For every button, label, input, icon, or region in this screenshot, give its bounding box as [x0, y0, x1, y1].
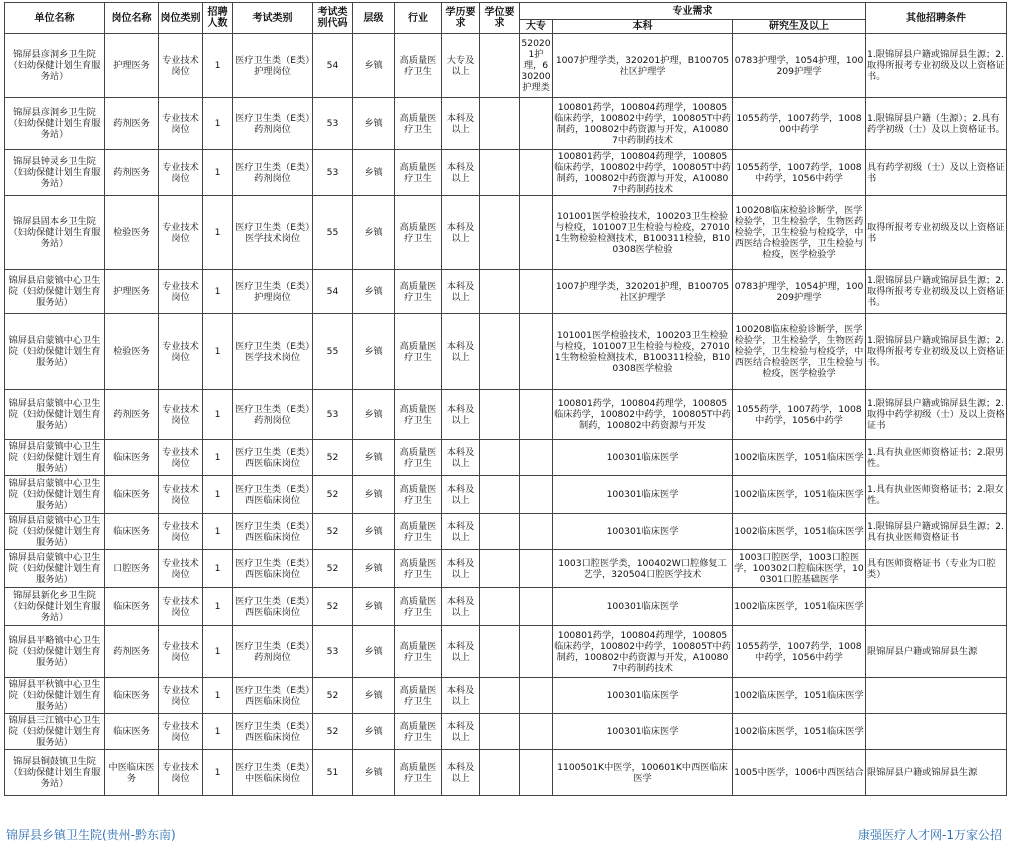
exam-code-cell: 52	[313, 440, 353, 476]
table-body	[5, 34, 1007, 796]
unit-name-cell: 锦屏县彦洞乡卫生院（妇幼保健计划生育服务站）	[5, 34, 105, 98]
exam-type-cell: 医疗卫生类（E类）西医临床岗位	[233, 476, 313, 514]
education-cell: 本科及以上	[442, 678, 480, 714]
other-conditions-cell	[866, 588, 1007, 626]
level-cell: 乡镇	[353, 750, 395, 796]
bachelor-major-cell: 100801药学，100804药理学，100805临床药学，100802中药学，100805T中药制药，100802中药资源与开发，A100807中药制药技术	[554, 150, 731, 195]
college-major-cell	[520, 626, 553, 678]
header-college: 大专	[520, 20, 553, 34]
graduate-major-cell: 100208临床检验诊断学，医学检验学，卫生检验学，生物医药检验学，卫生检验与检疫学，中西医结合检验医学，卫生检验与检疫，医学检验学	[733, 314, 866, 390]
post-name-cell: 临床医务	[105, 514, 159, 550]
exam-code-cell: 52	[313, 514, 353, 550]
recruit-count-cell: 1	[203, 550, 233, 588]
college-major-cell	[520, 714, 553, 750]
bachelor-major-cell: 100301临床医学	[553, 588, 733, 626]
college-major-cell	[520, 678, 553, 714]
recruit-count-cell: 1	[203, 626, 233, 678]
industry-cell: 高质量医疗卫生	[395, 678, 442, 714]
post-name-cell: 临床医务	[105, 678, 159, 714]
degree-cell	[480, 98, 520, 150]
education-cell: 本科及以上	[442, 588, 480, 626]
post-name-cell: 药剂医务	[105, 150, 159, 196]
bachelor-major-cell: 101001医学检验技术，100203卫生检验与检疫，101007卫生检验与检疫，270101生物检验检测技术，B100311检验，B100308医学检验	[553, 196, 733, 270]
recruit-count-cell: 1	[203, 476, 233, 514]
education-cell: 本科及以上	[442, 550, 480, 588]
level-cell: 乡镇	[353, 440, 395, 476]
exam-type-cell: 医疗卫生类（E类）西医临床岗位	[233, 714, 313, 750]
exam-code-cell: 53	[313, 626, 353, 678]
level-cell: 乡镇	[353, 314, 395, 390]
degree-cell	[480, 440, 520, 476]
industry-cell: 高质量医疗卫生	[395, 476, 442, 514]
exam-code-cell: 54	[313, 34, 353, 98]
other-conditions-cell: 1.限锦屏县户籍或锦屏县生源；2.取得所报考专业初级及以上资格证书。	[866, 314, 1007, 390]
industry-cell: 高质量医疗卫生	[395, 750, 442, 796]
exam-code-cell: 52	[313, 550, 353, 588]
table-row	[5, 440, 1007, 476]
post-type-cell: 专业技术岗位	[159, 440, 203, 476]
unit-name-cell: 锦屏县启蒙镇中心卫生院（妇幼保健计划生育服务站）	[5, 390, 105, 440]
level-cell: 乡镇	[353, 678, 395, 714]
recruitment-table	[4, 2, 1007, 796]
degree-cell	[480, 34, 520, 98]
recruit-count-cell: 1	[203, 514, 233, 550]
industry-cell: 高质量医疗卫生	[395, 588, 442, 626]
graduate-major-cell: 0783护理学，1054护理，100209护理学	[733, 34, 866, 98]
recruit-count-cell: 1	[203, 270, 233, 314]
header-unit-name: 单位名称	[5, 3, 105, 34]
table-row	[5, 550, 1007, 588]
unit-name-cell: 锦屏县固本乡卫生院（妇幼保健计划生育服务站）	[5, 196, 105, 270]
other-conditions-cell: 1.限锦屏县户籍或锦屏县生源；2.取得中药学初级（士）及以上资格证书	[866, 390, 1007, 440]
unit-name-cell: 锦屏县钟灵乡卫生院（妇幼保健计划生育服务站）	[5, 150, 105, 196]
graduate-major-cell: 1055药学，1007药学，1008中药学，1056中药学	[733, 150, 866, 196]
recruit-count-cell: 1	[203, 714, 233, 750]
unit-name-cell: 锦屏县启蒙镇中心卫生院（妇幼保健计划生育服务站）	[5, 270, 105, 314]
post-name-cell: 检验医务	[105, 314, 159, 390]
post-type-cell: 专业技术岗位	[159, 714, 203, 750]
exam-type-cell: 医疗卫生类（E类）护理岗位	[233, 270, 313, 314]
header-bachelor: 本科	[553, 20, 733, 34]
bachelor-major-cell: 1003口腔医学类，100402W口腔修复工艺学，320504口腔医学技术	[553, 550, 733, 588]
college-major-cell	[520, 150, 553, 196]
industry-cell: 高质量医疗卫生	[395, 196, 442, 270]
industry-cell: 高质量医疗卫生	[395, 550, 442, 588]
unit-name-cell: 锦屏县启蒙镇中心卫生院（妇幼保健计划生育服务站）	[5, 514, 105, 550]
graduate-major-cell: 1003口腔医学，1003口腔医学，100302口腔临床医学，100301口腔基础医学	[733, 550, 866, 588]
degree-cell	[480, 314, 520, 390]
graduate-major-cell: 1002临床医学，1051临床医学	[733, 514, 866, 550]
education-cell: 本科及以上	[442, 314, 480, 390]
industry-cell: 高质量医疗卫生	[395, 150, 442, 196]
header-graduate: 研究生及以上	[733, 20, 866, 34]
recruitment-table-container	[4, 2, 1006, 796]
education-cell: 大专及以上	[442, 34, 480, 98]
level-cell: 乡镇	[353, 714, 395, 750]
graduate-major-cell: 1002临床医学，1051临床医学	[733, 476, 866, 514]
recruit-count-cell: 1	[203, 678, 233, 714]
post-name-cell: 口腔医务	[105, 550, 159, 588]
table-row	[5, 390, 1007, 440]
exam-type-cell: 医疗卫生类（E类）西医临床岗位	[233, 550, 313, 588]
recruit-count-cell: 1	[203, 98, 233, 150]
industry-cell: 高质量医疗卫生	[395, 390, 442, 440]
other-conditions-cell: 1.限锦屏县户籍或锦屏县生源；2.具有执业医师资格证书	[866, 514, 1007, 550]
level-cell: 乡镇	[353, 550, 395, 588]
level-cell: 乡镇	[353, 476, 395, 514]
table-row	[5, 678, 1007, 714]
header-other-conditions: 其他招聘条件	[866, 3, 1007, 34]
recruit-count-cell: 1	[203, 150, 233, 196]
header-education: 学历要求	[442, 3, 480, 34]
graduate-major-cell: 1002临床医学，1051临床医学	[733, 714, 866, 750]
post-type-cell: 专业技术岗位	[159, 390, 203, 440]
exam-code-cell: 54	[313, 270, 353, 314]
exam-code-cell: 51	[313, 750, 353, 796]
table-row	[5, 34, 1007, 98]
bachelor-major-cell: 1007护理学类，320201护理，B100705社区护理学	[553, 34, 733, 98]
post-type-cell: 专业技术岗位	[159, 588, 203, 626]
graduate-major-cell: 100208临床检验诊断学，医学检验学，卫生检验学，生物医药检验学，卫生检验与检疫学，中西医结合检验医学，卫生检验与检疫，医学检验学	[733, 196, 866, 270]
recruit-count-cell: 1	[203, 34, 233, 98]
level-cell: 乡镇	[353, 626, 395, 678]
other-conditions-cell: 1.限锦屏县户籍或锦屏县生源；2.取得所报考专业初级及以上资格证书。	[866, 270, 1007, 314]
header-recruit-count: 招聘人数	[203, 3, 233, 34]
industry-cell: 高质量医疗卫生	[395, 314, 442, 390]
education-cell: 本科及以上	[442, 270, 480, 314]
post-name-cell: 药剂医务	[105, 626, 159, 678]
post-type-cell: 专业技术岗位	[159, 678, 203, 714]
table-row	[5, 588, 1007, 626]
bachelor-major-cell: 1100501K中医学，100601K中西医临床医学	[553, 750, 733, 796]
recruit-count-cell: 1	[203, 390, 233, 440]
exam-code-cell: 52	[313, 714, 353, 750]
level-cell: 乡镇	[353, 196, 395, 270]
exam-code-cell: 53	[313, 98, 353, 150]
level-cell: 乡镇	[353, 390, 395, 440]
bachelor-major-cell: 100301临床医学	[553, 678, 733, 714]
degree-cell	[480, 588, 520, 626]
education-cell: 本科及以上	[442, 440, 480, 476]
bachelor-major-cell: 100301临床医学	[553, 476, 733, 514]
table-row	[5, 150, 1007, 196]
graduate-major-cell: 1002临床医学，1051临床医学	[733, 678, 866, 714]
table-row	[5, 514, 1007, 550]
other-conditions-cell: 具有药学初级（士）及以上资格证书	[866, 150, 1007, 196]
education-cell: 本科及以上	[442, 626, 480, 678]
exam-type-cell: 医疗卫生类（E类）西医临床岗位	[233, 588, 313, 626]
education-cell: 本科及以上	[442, 514, 480, 550]
exam-type-cell: 医疗卫生类（E类）医学技术岗位	[233, 196, 313, 270]
exam-type-cell: 医疗卫生类（E类）医学技术岗位	[233, 314, 313, 390]
industry-cell: 高质量医疗卫生	[395, 270, 442, 314]
level-cell: 乡镇	[353, 270, 395, 314]
degree-cell	[480, 476, 520, 514]
post-name-cell: 护理医务	[105, 34, 159, 98]
unit-name-cell: 锦屏县启蒙镇中心卫生院（妇幼保健计划生育服务站）	[5, 550, 105, 588]
college-major-cell	[520, 750, 553, 796]
degree-cell	[480, 678, 520, 714]
college-major-cell: 520201护理，630200护理类	[520, 34, 553, 98]
header-post-name: 岗位名称	[105, 3, 159, 34]
college-major-cell	[520, 588, 553, 626]
level-cell: 乡镇	[353, 514, 395, 550]
college-major-cell	[520, 550, 553, 588]
post-name-cell: 药剂医务	[105, 98, 159, 150]
college-major-cell	[520, 196, 553, 270]
degree-cell	[480, 150, 520, 196]
header-degree: 学位要求	[480, 3, 520, 34]
post-type-cell: 专业技术岗位	[159, 314, 203, 390]
graduate-major-cell: 0783护理学，1054护理，100209护理学	[733, 270, 866, 314]
post-type-cell: 专业技术岗位	[159, 626, 203, 678]
post-type-cell: 专业技术岗位	[159, 550, 203, 588]
recruit-count-cell: 1	[203, 440, 233, 476]
post-type-cell: 专业技术岗位	[159, 750, 203, 796]
education-cell: 本科及以上	[442, 98, 480, 150]
level-cell: 乡镇	[353, 98, 395, 150]
post-type-cell: 专业技术岗位	[159, 196, 203, 270]
education-cell: 本科及以上	[442, 750, 480, 796]
other-conditions-cell	[866, 678, 1007, 714]
unit-name-cell: 锦屏县启蒙镇中心卫生院（妇幼保健计划生育服务站）	[5, 314, 105, 390]
unit-name-cell: 锦屏县启蒙镇中心卫生院（妇幼保健计划生育服务站）	[5, 440, 105, 476]
bachelor-major-cell: 100801药学，100804药理学，100805临床药学，100802中药学，100805T中药制药，100802中药资源与开发，A100807中药制药技术	[553, 98, 733, 150]
unit-name-cell: 锦屏县启蒙镇中心卫生院（妇幼保健计划生育服务站）	[5, 476, 105, 514]
recruit-count-cell: 1	[203, 196, 233, 270]
degree-cell	[480, 714, 520, 750]
college-major-cell	[520, 314, 553, 390]
post-type-cell: 专业技术岗位	[159, 98, 203, 150]
level-cell: 乡镇	[353, 34, 395, 98]
post-name-cell: 护理医务	[105, 270, 159, 314]
exam-code-cell: 53	[313, 390, 353, 440]
industry-cell: 高质量医疗卫生	[395, 714, 442, 750]
other-conditions-cell: 1.具有执业医师资格证书；2.限男性。	[866, 440, 1007, 476]
other-conditions-cell: 1.限锦屏县户籍（生源）；2.具有药学初级（士）及以上资格证书。	[866, 98, 1007, 150]
table-row	[5, 270, 1007, 314]
degree-cell	[480, 196, 520, 270]
post-type-cell: 专业技术岗位	[159, 476, 203, 514]
graduate-major-cell: 1055药学，1007药学，1008中药学，1056中药学	[733, 626, 866, 678]
industry-cell: 高质量医疗卫生	[395, 98, 442, 150]
industry-cell: 高质量医疗卫生	[395, 514, 442, 550]
footer-right-caption: 康强医疗人才网-1万家公招	[858, 828, 1002, 842]
exam-type-cell: 医疗卫生类（E类）护理岗位	[233, 34, 313, 98]
unit-name-cell: 锦屏县铜鼓镇卫生院（妇幼保健计划生育服务站）	[5, 750, 105, 796]
level-cell: 乡镇	[353, 588, 395, 626]
other-conditions-cell	[866, 714, 1007, 750]
graduate-major-cell: 1055药学，1007药学，100800中药学	[733, 98, 866, 150]
unit-name-cell: 锦屏县新化乡卫生院（妇幼保健计划生育服务站）	[5, 588, 105, 626]
other-conditions-cell: 限锦屏县户籍或锦屏县生源	[866, 750, 1007, 796]
education-cell: 本科及以上	[442, 150, 480, 196]
bachelor-major-cell: 100301临床医学	[553, 514, 733, 550]
industry-cell: 高质量医疗卫生	[395, 440, 442, 476]
education-cell: 本科及以上	[442, 476, 480, 514]
graduate-major-cell: 1002临床医学，1051临床医学	[733, 440, 866, 476]
education-cell: 本科及以上	[442, 196, 480, 270]
exam-type-cell: 医疗卫生类（E类）药剂岗位	[233, 98, 313, 150]
header-post-type: 岗位类别	[159, 3, 203, 34]
graduate-major-cell: 1055药学，1007药学，1008中药学，1056中药学	[733, 390, 866, 440]
degree-cell	[480, 270, 520, 314]
bachelor-major-cell: 100801药学，100804药理学，100805临床药学，100802中药学，100805T中药制药，100802中药资源与开发，A100807中药制药技术	[553, 626, 733, 678]
other-conditions-cell: 1.限锦屏县户籍或锦屏县生源；2.取得所报考专业初级及以上资格证书。	[866, 34, 1007, 98]
exam-type-cell: 医疗卫生类（E类）西医临床岗位	[233, 514, 313, 550]
post-name-cell: 检验医务	[105, 196, 159, 270]
table-row	[5, 626, 1007, 678]
footer-left-caption: 锦屏县乡镇卫生院(贵州-黔东南)	[6, 828, 176, 842]
table-row	[5, 714, 1007, 750]
exam-code-cell: 52	[313, 476, 353, 514]
exam-type-cell: 医疗卫生类（E类）西医临床岗位	[233, 678, 313, 714]
industry-cell: 高质量医疗卫生	[395, 626, 442, 678]
table-row	[5, 476, 1007, 514]
header-level: 层级	[353, 3, 395, 34]
header-industry: 行业	[395, 3, 442, 34]
exam-type-cell: 医疗卫生类（E类）药剂岗位	[233, 150, 313, 196]
header-exam-type: 考试类别	[233, 3, 313, 34]
exam-type-cell: 医疗卫生类（E类）西医临床岗位	[233, 440, 313, 476]
post-type-cell: 专业技术岗位	[159, 34, 203, 98]
college-major-cell	[520, 270, 553, 314]
exam-type-cell: 医疗卫生类（E类）药剂岗位	[233, 626, 313, 678]
post-name-cell: 临床医务	[105, 588, 159, 626]
college-major-cell	[520, 390, 553, 440]
bachelor-major-cell: 1007护理学类，320201护理，B100705社区护理学	[553, 270, 733, 314]
graduate-major-cell: 1005中医学，1006中西医结合	[733, 750, 866, 796]
post-name-cell: 临床医务	[105, 714, 159, 750]
exam-code-cell: 52	[313, 678, 353, 714]
other-conditions-cell: 取得所报考专业初级及以上资格证书	[866, 196, 1007, 270]
recruit-count-cell: 1	[203, 750, 233, 796]
table-row	[5, 196, 1007, 270]
recruit-count-cell: 1	[203, 314, 233, 390]
table-row	[5, 98, 1007, 150]
other-conditions-cell: 具有医师资格证书（专业为口腔类）	[866, 550, 1007, 588]
graduate-major-cell: 1002临床医学，1051临床医学	[733, 588, 866, 626]
college-major-cell	[520, 476, 553, 514]
header-exam-code: 考试类别代码	[313, 3, 353, 34]
unit-name-cell: 锦屏县平略镇中心卫生院（妇幼保健计划生育服务站）	[5, 626, 105, 678]
post-name-cell: 临床医务	[105, 476, 159, 514]
exam-type-cell: 医疗卫生类（E类）中医临床岗位	[233, 750, 313, 796]
post-type-cell: 专业技术岗位	[159, 150, 203, 196]
degree-cell	[480, 390, 520, 440]
degree-cell	[480, 550, 520, 588]
post-name-cell: 临床医务	[105, 440, 159, 476]
header-major-requirement: 专业需求	[520, 3, 866, 20]
bachelor-major-cell: 101001医学检验技术，100203卫生检验与检疫，101007卫生检验与检疫，270101生物检验检测技术，B100311检验，B100308医学检验	[553, 314, 733, 390]
bachelor-major-cell: 100801药学，100804药理学，100805临床药学，100802中药学，100805T中药制药，100802中药资源与开发	[553, 390, 733, 440]
table-row	[5, 314, 1007, 390]
college-major-cell	[520, 440, 553, 476]
table-row	[5, 750, 1007, 796]
education-cell: 本科及以上	[442, 390, 480, 440]
unit-name-cell: 锦屏县平秋镇中心卫生院（妇幼保健计划生育服务站）	[5, 678, 105, 714]
unit-name-cell: 锦屏县彦洞乡卫生院（妇幼保健计划生育服务站）	[5, 98, 105, 150]
college-major-cell	[520, 514, 553, 550]
recruit-count-cell: 1	[203, 588, 233, 626]
exam-code-cell: 55	[313, 196, 353, 270]
bachelor-major-cell: 100301临床医学	[553, 714, 733, 750]
other-conditions-cell: 1.具有执业医师资格证书；2.限女性。	[866, 476, 1007, 514]
industry-cell: 高质量医疗卫生	[395, 34, 442, 98]
post-name-cell: 中医临床医务	[105, 750, 159, 796]
post-type-cell: 专业技术岗位	[159, 270, 203, 314]
exam-code-cell: 53	[313, 150, 353, 196]
education-cell: 本科及以上	[442, 714, 480, 750]
exam-type-cell: 医疗卫生类（E类）药剂岗位	[233, 390, 313, 440]
unit-name-cell: 锦屏县三江镇中心卫生院（妇幼保健计划生育服务站）	[5, 714, 105, 750]
degree-cell	[480, 626, 520, 678]
bachelor-major-cell: 100301临床医学	[553, 440, 733, 476]
exam-code-cell: 52	[313, 588, 353, 626]
college-major-cell	[520, 98, 553, 150]
level-cell: 乡镇	[353, 150, 395, 196]
post-name-cell: 药剂医务	[105, 390, 159, 440]
post-type-cell: 专业技术岗位	[159, 514, 203, 550]
exam-code-cell: 55	[313, 314, 353, 390]
degree-cell	[480, 750, 520, 796]
other-conditions-cell: 限锦屏县户籍或锦屏县生源	[866, 626, 1007, 678]
degree-cell	[480, 514, 520, 550]
